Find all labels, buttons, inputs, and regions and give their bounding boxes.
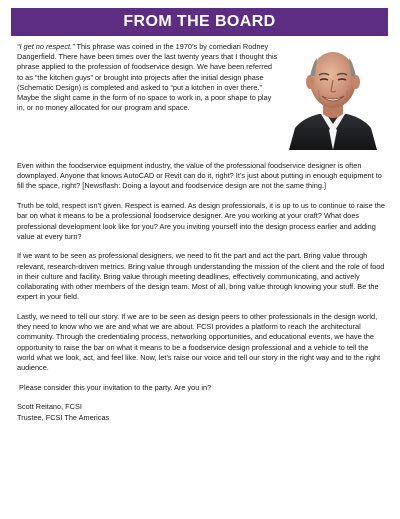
body-paragraph-2: Truth be told, respect isn’t given. Respect is earned. As design professionals, it is up to us to continue to raise the bar on what it means to be a professional foodservice designer. Are you working at your craft? What does professional development look like for you? Are you inviting yourself into the design process earlier and adding value at every turn? (17, 201, 385, 241)
intro-paragraph (17, 42, 279, 113)
closing-invitation: Please consider this your invitation to the party. Are you in? (17, 382, 212, 392)
intro-block (17, 42, 385, 155)
author-photo (285, 42, 381, 150)
body-paragraph-4: Lastly, we need to tell our story. If we are to be seen as design peers to other professionals in the design world, they need to know who we are and what we are about. FCSI provides a platform to reach the architectural community. Through the credentialing process, networking opportunities, and educational events, we have the opportunity to raise the bar on what it means to be a foodservice design professional and a vehicle to tell the world what we look, act, and feel like. Now, let’s raise our voice and tell our story in the right way and to the right audience. (17, 311, 381, 372)
body-paragraph-1: Even within the foodservice equipment industry, the value of the professional foodservice designer is often downplayed. Anyone that knows AutoCAD or Revit can do it, right? It’s just about putting in enough equipment to fill the space, right? [Newsflash: Doing a layout and foodservice design are not the same thing.] (17, 161, 382, 191)
author-portrait-image (285, 42, 381, 150)
article-body (17, 42, 385, 423)
signature-title: Trustee, FCSI The Americas (17, 412, 110, 422)
intro-quote: “I get no respect.” (17, 42, 75, 51)
banner-title: FROM THE BOARD (123, 13, 276, 30)
body-paragraph-3: If we want to be seen as professional designers, we need to fit the part and act the part. Bring value through relevant, research-driven metrics. Bring value through understanding the mission of the client and the role of food in their culture and facility. Bring value through meeting deadlines, effectively communicating, and actively collaborating with other members of the design team. Most of all, bring value through knowing your stuff. Be the expert in your field. (17, 251, 385, 302)
intro-text: This phrase was coined in the 1970’s by comedian Rodney Dangerfield. There have been times over the last twenty years that I thought this phrase applied to the profession of foodservice design. We have been referred to as “the kitchen guys” or brought into projects after the initial design phase (Schematic Design) is completed and asked to “put a kitchen in over there.” Maybe the slight came in the form of no space to work in, a poor shape to play in, or no money allocated for our program and space. (17, 42, 278, 113)
section-banner (11, 8, 388, 36)
signature-name: Scott Reitano, FCSI (17, 402, 82, 412)
